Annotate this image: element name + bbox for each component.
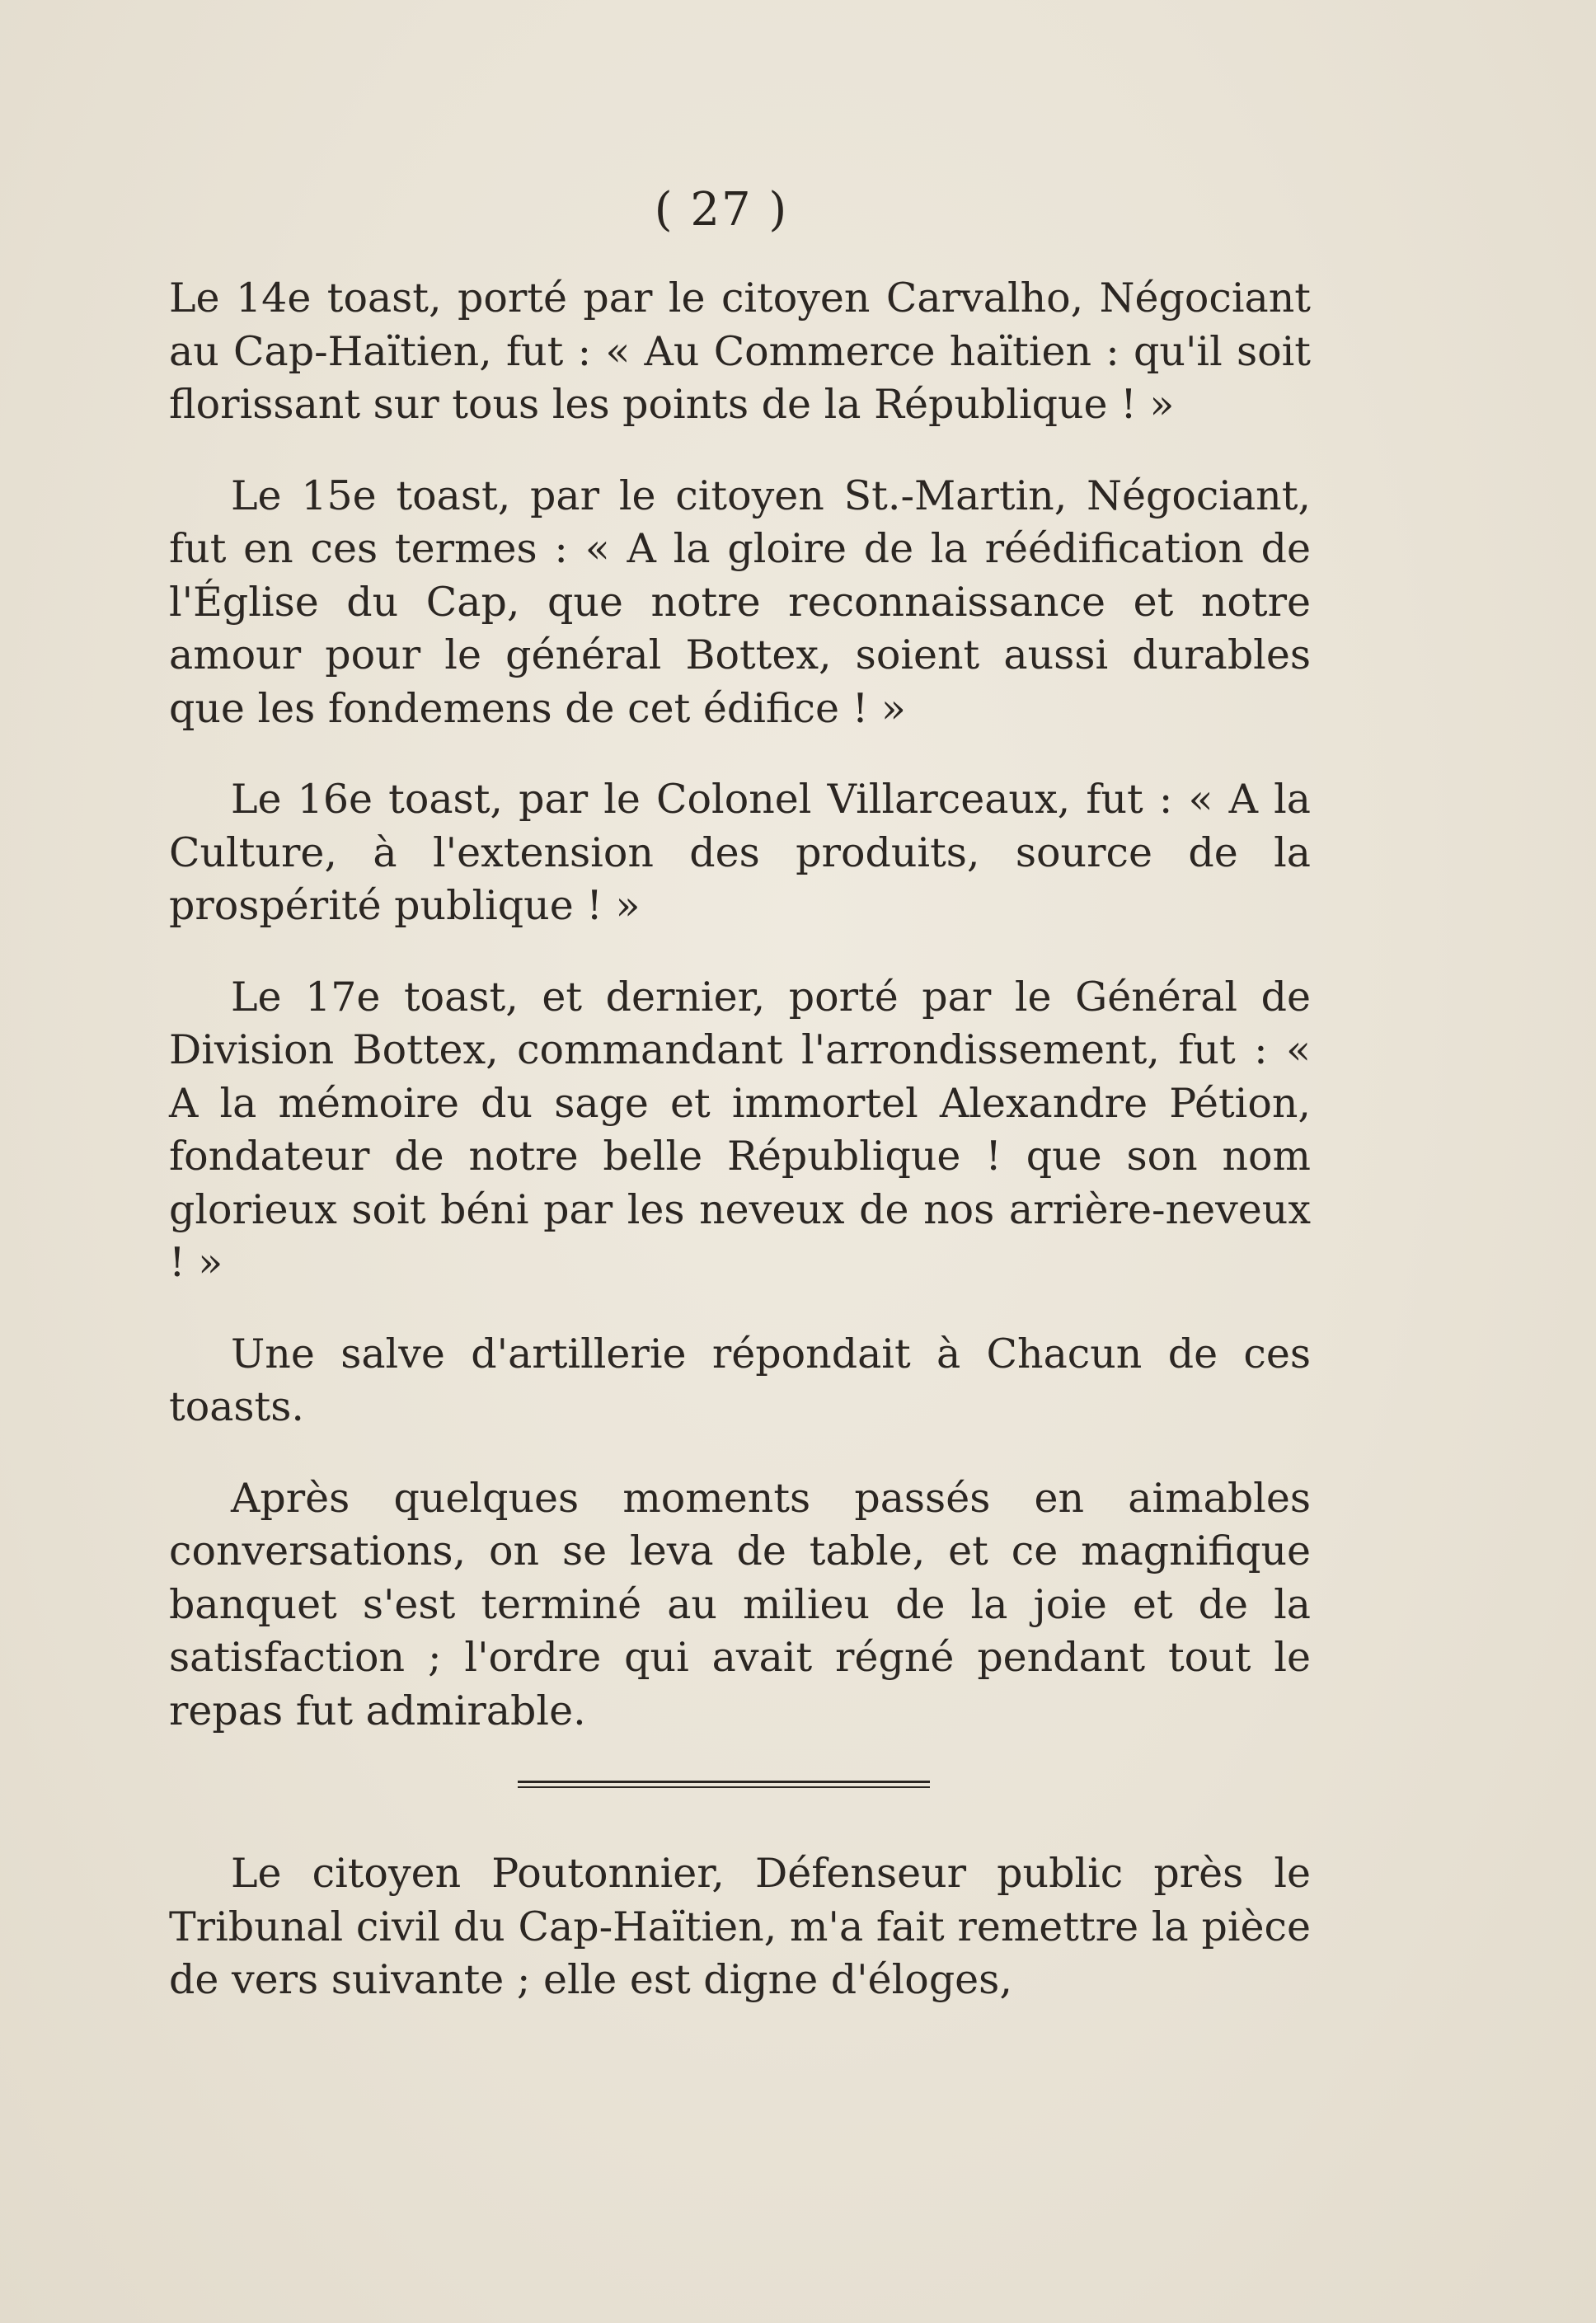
paragraph-toast-15: Le 15e toast, par le citoyen St.-Martin, Négociant, fut en ces termes : « A la gloire de la réédification de l'Église du Cap, que notre reconnaissance et notre amour pour le général Bottex, soient aussi durables que les fondemens de cet édifice ! » xyxy=(169,472,1311,732)
page-number: ( 27 ) xyxy=(654,183,789,237)
paragraph-toast-17: Le 17e toast, et dernier, porté par le Général de Division Bottex, commandant l'arrondissement, fut : « A la mémoire du sage et immortel Alexandre Pétion, fondateur de notre belle République ! que son nom glorieux soit béni par les neveux de nos arrière-neveux ! » xyxy=(169,973,1311,1286)
paragraph-poutonnier: Le citoyen Poutonnier, Défenseur public près le Tribunal civil du Cap-Haïtien, m'a fait remettre la pièce de vers suivante ; elle est digne d'éloges, xyxy=(169,1850,1311,2003)
paragraph-banquet-end: Après quelques moments passés en aimables conversations, on se leva de table, et ce magnifique banquet s'est terminé au milieu de la joie et de la satisfaction ; l'ordre qui avait régné pendant tout le repas fut admirable. xyxy=(169,1474,1311,1734)
page-body xyxy=(169,272,1311,2045)
paragraph-toast-14: Le 14e toast, porté par le citoyen Carvalho, Négociant au Cap-Haïtien, fut : « Au Commerce haïtien : qu'il soit florissant sur tous les points de la République ! » xyxy=(169,275,1311,428)
paragraph-salute: Une salve d'artillerie répondait à Chacun de ces toasts. xyxy=(169,1330,1311,1430)
section-divider xyxy=(518,1781,930,1788)
paragraph-toast-16: Le 16e toast, par le Colonel Villarceaux, fut : « A la Culture, à l'extension des produits, source de la prospérité publique ! » xyxy=(169,776,1311,929)
